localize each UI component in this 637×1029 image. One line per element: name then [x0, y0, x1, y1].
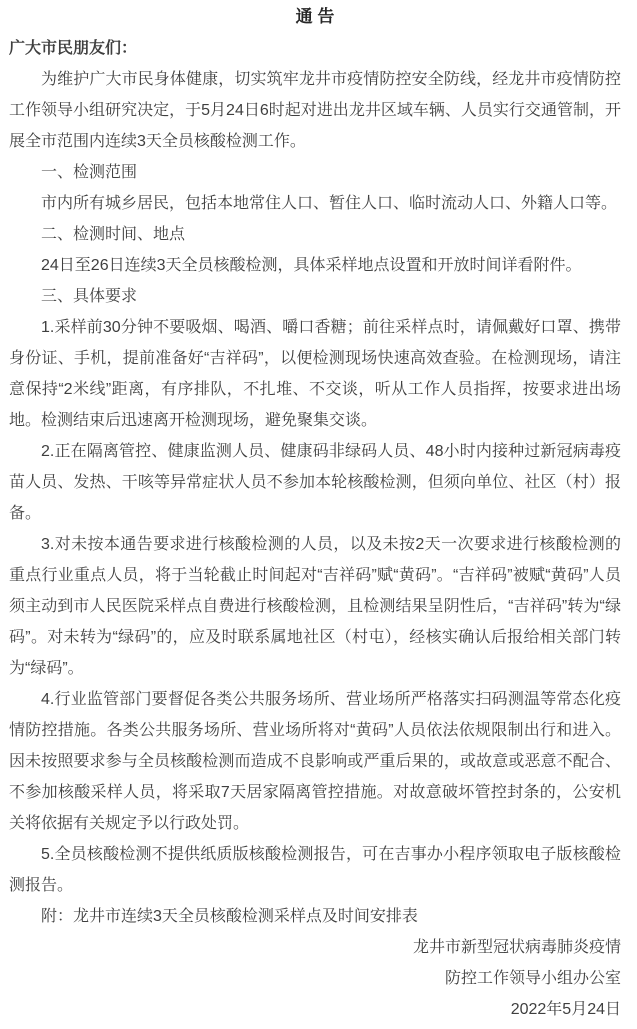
section-2-paragraph: 24日至26日连续3天全员核酸检测，具体采样地点设置和开放时间详看附件。 — [41, 257, 582, 274]
signature-line-2: 防控工作领导小组办公室 — [444, 970, 621, 987]
section-1-heading: 一、检测范围 — [41, 164, 138, 181]
notice-title: 通 告 — [295, 7, 335, 26]
requirement-item-2: 2.正在隔离管控、健康监测人员、健康码非绿码人员、48小时内接种过新冠病毒疫苗人员、发热、干咳等异常症状人员不参加本轮核酸检测，但须向单位、社区（村）报备。 — [9, 443, 621, 522]
section-2-heading: 二、检测时间、地点 — [41, 226, 186, 243]
requirement-item-1: 1.采样前30分钟不要吸烟、喝酒、嚼口香糖；前往采样点时，请佩戴好口罩、携带身份证、手机，提前准备好“吉祥码”，以便检测现场快速高效查验。在检测现场，请注意保持“2米线”距离，有序排队，不扎堆、不交谈，听从工作人员指挥，按要求进出场地。检测结束后迅速离开检测现场，避免聚集交谈。 — [9, 319, 621, 429]
requirement-item-5: 5.全员核酸检测不提供纸质版核酸检测报告，可在吉事办小程序领取电子版核酸检测报告。 — [9, 846, 621, 894]
section-3-heading: 三、具体要求 — [41, 288, 138, 305]
signature-date: 2022年5月24日 — [510, 1001, 621, 1018]
requirement-item-4: 4.行业监管部门要督促各类公共服务场所、营业场所严格落实扫码测温等常态化疫情防控措施。各类公共服务场所、营业场所将对“黄码”人员依法依规限制出行和进入。因未按照要求参与全员核酸检测而造成不良影响或严重后果的，或故意或恶意不配合、不参加核酸采样人员，将采取7天居家隔离管控措施。对故意破坏管控封条的，公安机关将依据有关规定予以行政处罚。 — [9, 691, 621, 832]
intro-paragraph: 为维护广大市民身体健康，切实筑牢龙井市疫情防控安全防线，经龙井市疫情防控工作领导小组研究决定，于5月24日6时起对进出龙井区域车辆、人员实行交通管制，开展全市范围内连续3天全员核酸检测工作。 — [9, 71, 621, 150]
signature-block — [9, 932, 621, 1025]
requirement-item-3: 3.对未按本通告要求进行核酸检测的人员，以及未按2天一次要求进行核酸检测的重点行业重点人员，将于当轮截止时间起对“吉祥码”赋“黄码”。“吉祥码”被赋“黄码”人员须主动到市人民医院采样点自费进行核酸检测，且检测结果呈阴性后，“吉祥码”转为“绿码”。对未转为“绿码”的，应及时联系属地社区（村屯），经核实确认后报给相关部门转为“绿码”。 — [9, 536, 621, 677]
section-1-paragraph: 市内所有城乡居民，包括本地常住人口、暂住人口、临时流动人口、外籍人口等。 — [41, 195, 618, 212]
attachment-note: 附：龙井市连续3天全员核酸检测采样点及时间安排表 — [41, 908, 418, 925]
salutation: 广大市民朋友们： — [9, 40, 138, 57]
signature-line-1: 龙井市新型冠状病毒肺炎疫情 — [412, 939, 621, 956]
